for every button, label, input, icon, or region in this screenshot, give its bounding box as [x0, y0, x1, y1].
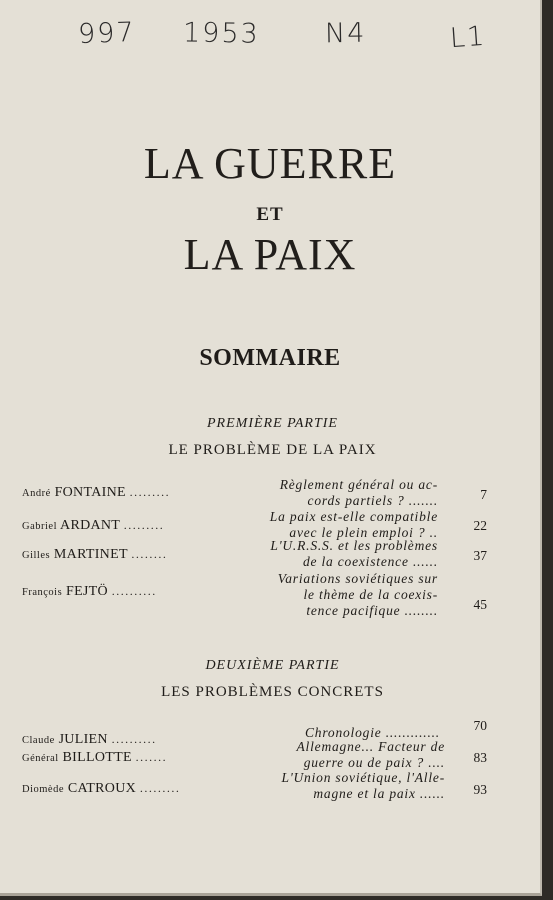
toc-article-title[interactable]: Variations soviétiques sur le thème de la coexis- tence pacifique ........ [277, 571, 438, 618]
toc-article-title[interactable]: L'U.R.S.S. et les problèmes de la coexistence ...... [270, 538, 438, 569]
toc-page-number: 45 [473, 597, 487, 612]
toc-page-number: 70 [473, 718, 487, 733]
part-1-label: PREMIÈRE PARTIE [207, 416, 338, 431]
handwritten-issue: N4 [324, 17, 367, 50]
part-1-heading: LE PROBLÈME DE LA PAIX [168, 442, 377, 458]
toc-author: Claude JULIEN .......... [22, 732, 157, 747]
toc-article-title[interactable]: Règlement général ou ac- cords partiels ? ....... [279, 477, 438, 508]
toc-article-title[interactable]: Chronologie ............. [304, 725, 440, 740]
toc-author: Général BILLOTTE ....... [22, 750, 168, 765]
toc-article-title[interactable]: L'Union soviétique, l'Alle- magne et la paix ...... [281, 770, 445, 801]
handwritten-ref: 997 [77, 17, 137, 50]
sommaire-heading: SOMMAIRE [199, 345, 341, 371]
toc-author: Gabriel ARDANT ......... [22, 518, 165, 533]
toc-page-number: 7 [480, 487, 487, 502]
toc-page-number: 83 [473, 750, 487, 765]
toc-page-number: 22 [473, 518, 487, 533]
part-2-label: DEUXIÈME PARTIE [205, 658, 340, 673]
title-line-1: LA GUERRE [143, 139, 397, 188]
handwritten-year: 1953 [182, 17, 260, 50]
toc-article-title[interactable]: La paix est-elle compatible avec le plein emploi ? .. [269, 509, 438, 540]
part-2-heading: LES PROBLÈMES CONCRETS [161, 684, 384, 700]
toc-author: Gilles MARTINET ........ [22, 547, 168, 562]
toc-author: André FONTAINE ......... [22, 485, 171, 500]
toc-page-number: 93 [473, 782, 487, 797]
toc-author: François FEJTÖ .......... [22, 584, 157, 599]
handwritten-mark: L1 [448, 20, 488, 55]
toc-page-number: 37 [473, 548, 487, 563]
toc-article-title[interactable]: Allemagne... Facteur de guerre ou de paix ? .... [296, 739, 445, 770]
toc-author: Diomède CATROUX ......... [22, 781, 181, 796]
title-line-2: LA PAIX [183, 230, 357, 279]
title-conjunction: ET [256, 204, 284, 225]
